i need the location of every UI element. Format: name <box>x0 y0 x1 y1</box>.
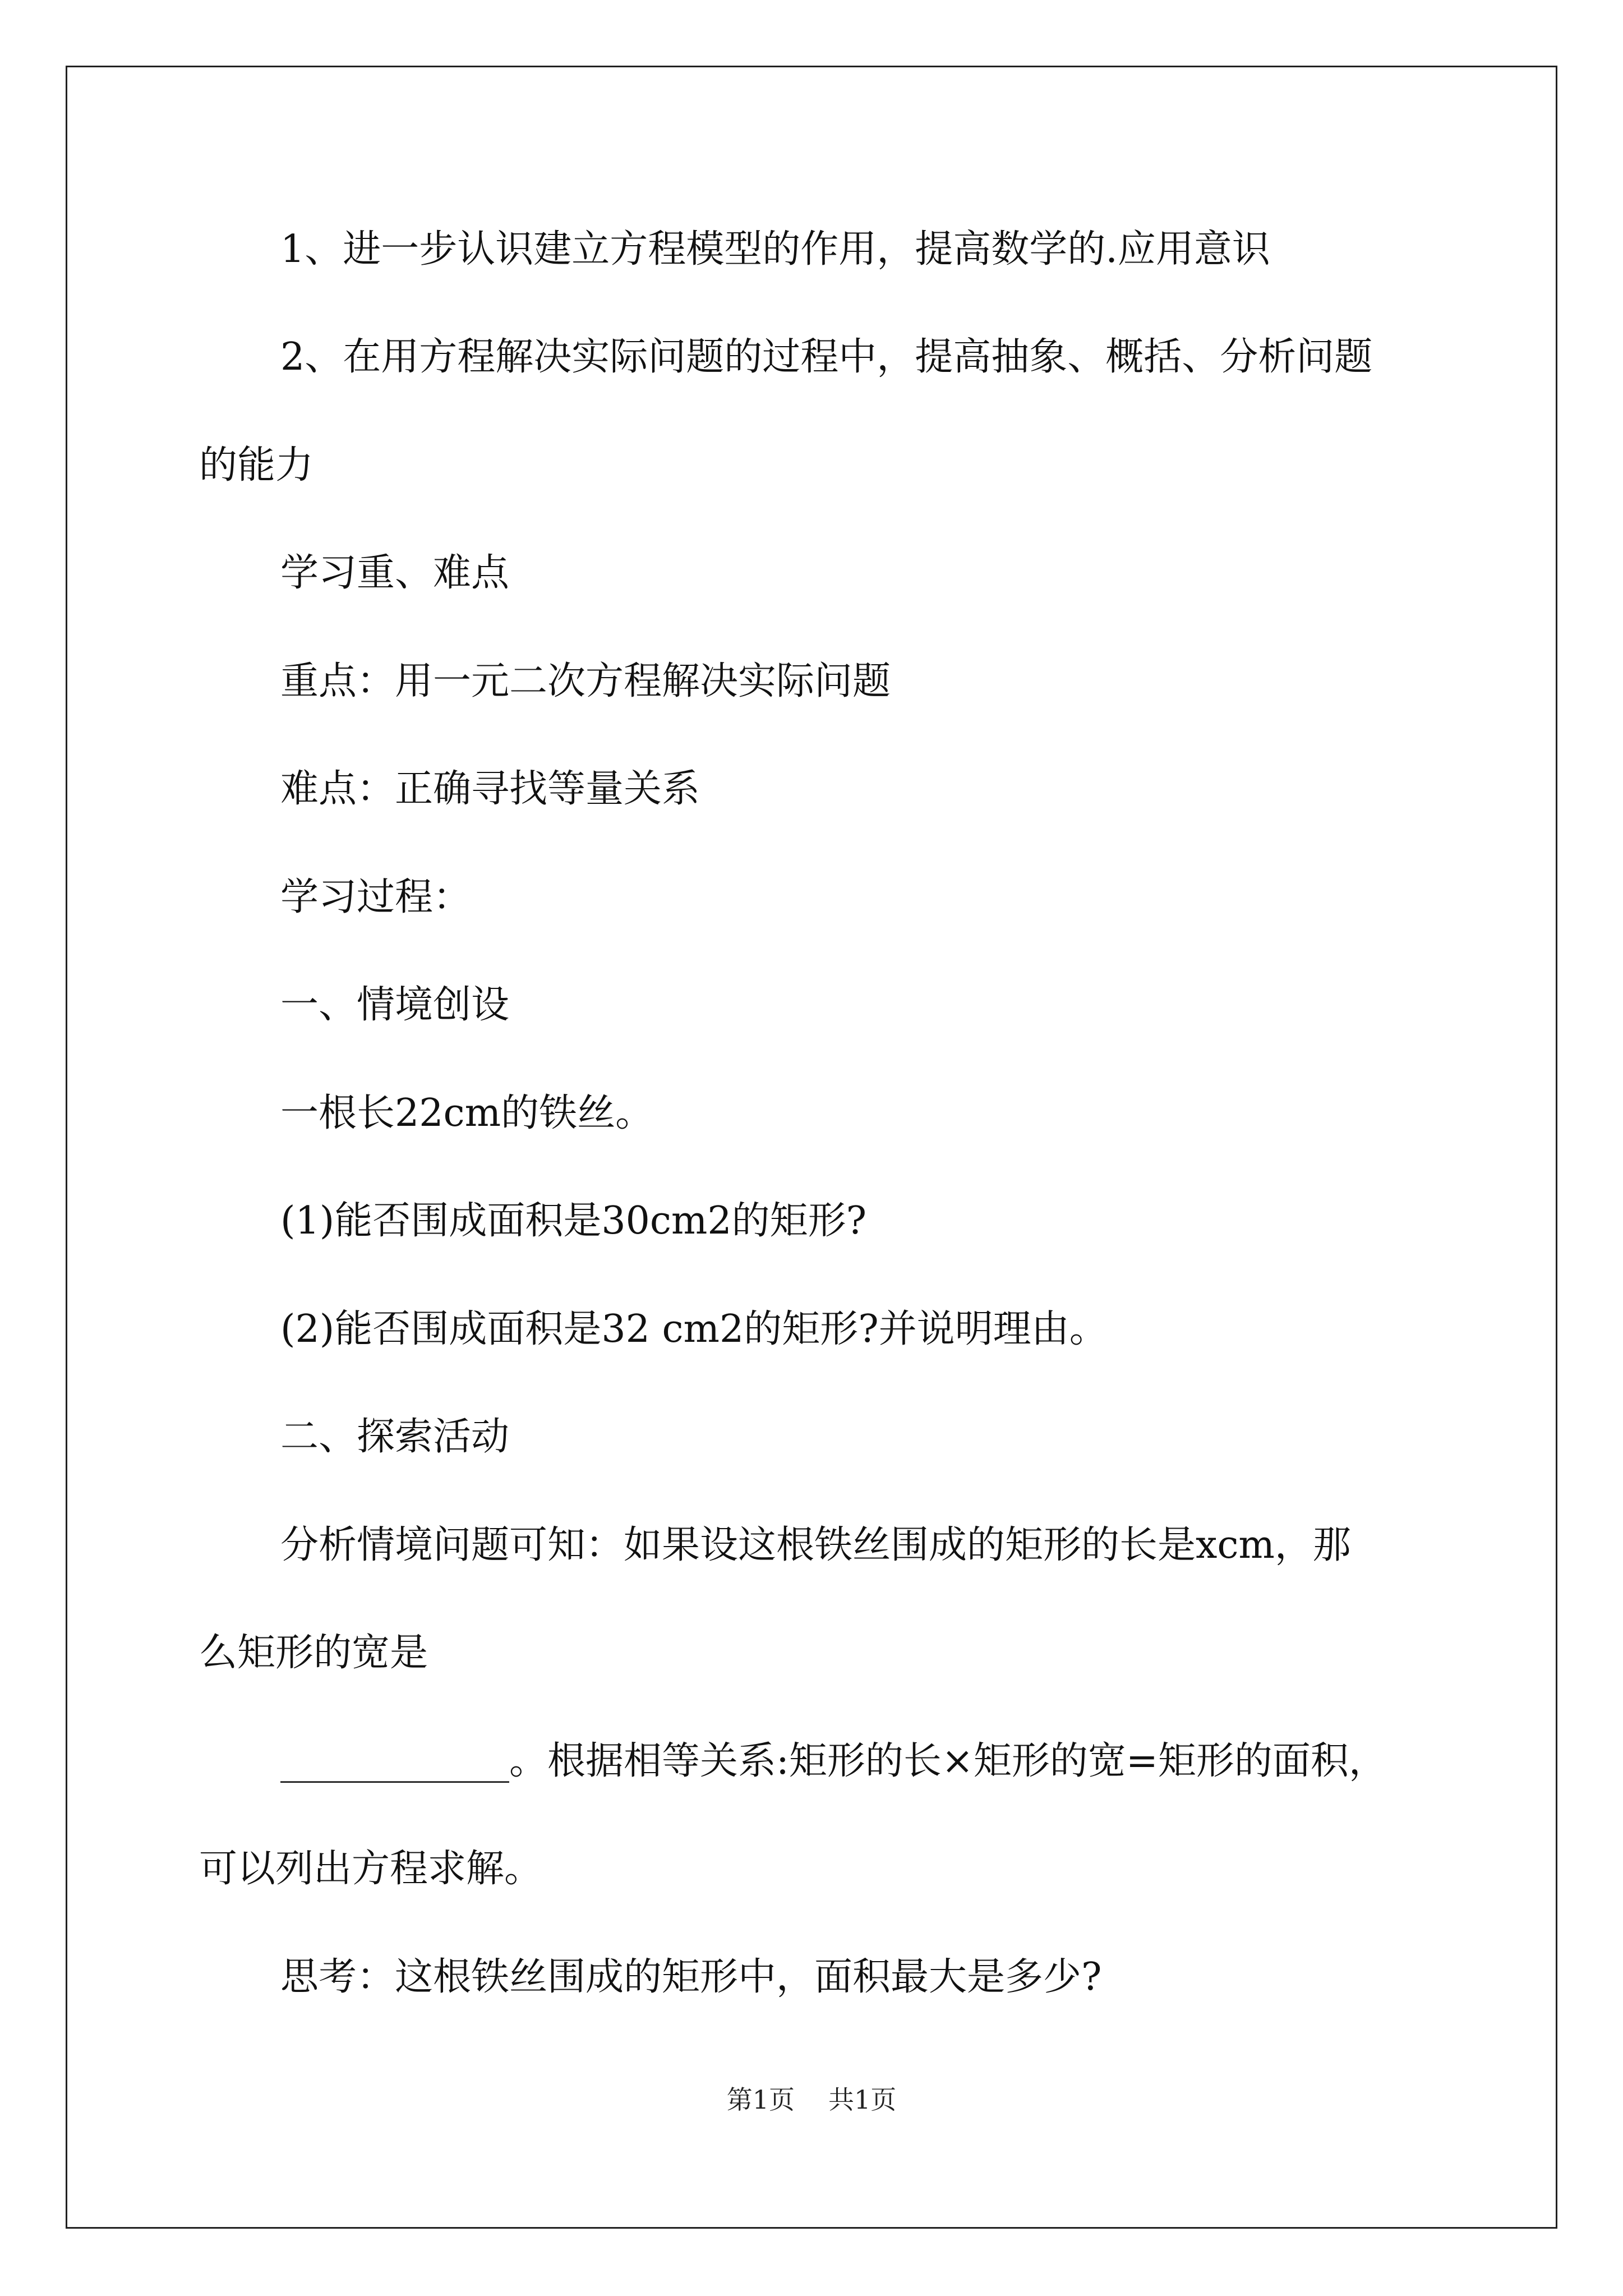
objective-2: 2、在用方程解决实际问题的过程中，提高抽象、概括、分析问题 <box>280 335 1373 379</box>
page-current: 第1页 <box>726 2085 795 2115</box>
question-2: (2)能否围成面积是32 cm2的矩形?并说明理由。 <box>280 1307 1108 1351</box>
analysis-text-cont: 么矩形的宽是 <box>199 1631 428 1675</box>
equation-note: 可以列出方程求解。 <box>199 1847 543 1891</box>
fill-in-blank-line: ____________。根据相等关系:矩形的长×矩形的宽=矩形的面积， <box>280 1739 1387 1783</box>
section-key-points: 学习重、难点 <box>280 551 510 595</box>
key-point: 重点：用一元二次方程解决实际问题 <box>280 659 891 703</box>
objective-2-cont: 的能力 <box>199 443 314 487</box>
analysis-text: 分析情境问题可知：如果设这根铁丝围成的矩形的长是xcm，那 <box>280 1523 1351 1567</box>
difficult-point: 难点：正确寻找等量关系 <box>280 767 700 811</box>
heading-explore: 二、探索活动 <box>280 1415 510 1459</box>
think-question: 思考：这根铁丝围成的矩形中，面积最大是多少? <box>280 1955 1102 1999</box>
page-frame <box>66 66 1557 2229</box>
question-1: (1)能否围成面积是30cm2的矩形? <box>280 1199 867 1243</box>
section-process: 学习过程： <box>280 875 472 919</box>
objective-1: 1、进一步认识建立方程模型的作用，提高数学的.应用意识 <box>280 227 1270 272</box>
scenario-text: 一根长22cm的铁丝。 <box>280 1091 654 1135</box>
page-total: 共1页 <box>828 2085 897 2115</box>
heading-scenario: 一、情境创设 <box>280 983 510 1027</box>
page-footer <box>0 2084 1623 2115</box>
